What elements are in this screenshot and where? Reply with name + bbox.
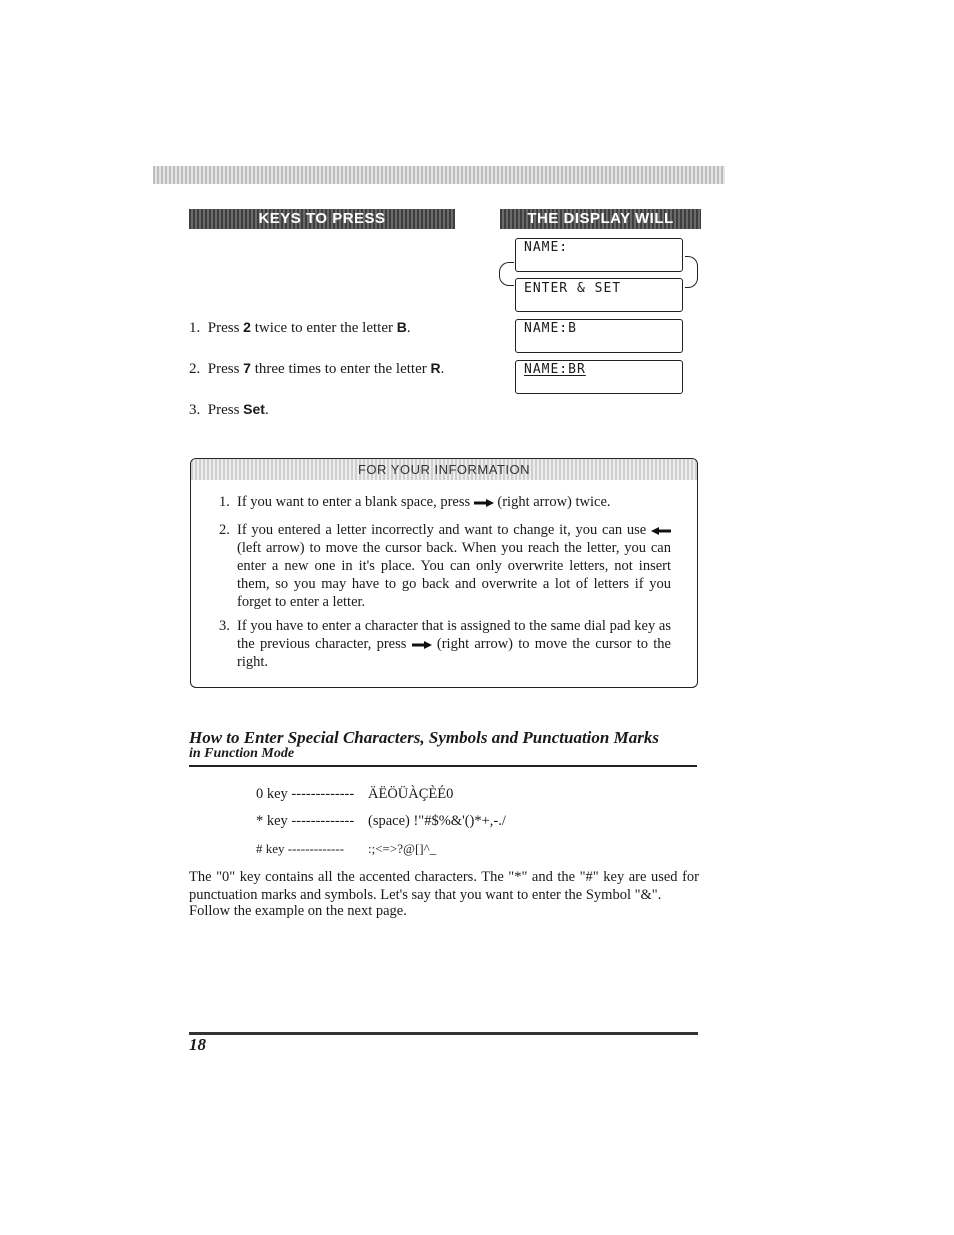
fyi-text: If you want to enter a blank space, press — [237, 494, 474, 510]
fyi-text: If you entered a letter incorrectly and want to change it, you can use — [237, 522, 651, 538]
fyi-item-2 — [219, 521, 671, 611]
step-number: 3. — [189, 402, 201, 418]
step-1 — [189, 318, 411, 337]
lcd-screen-enter-set: ENTER & SET — [515, 278, 683, 312]
page-number: 18 — [189, 1035, 206, 1054]
cycle-arrow-left — [499, 262, 514, 286]
key-label: Set — [243, 401, 265, 417]
step-text: Press — [207, 320, 244, 336]
key-name: * key ------------- — [256, 813, 355, 829]
fyi-text: (right arrow) to move the cursor to the right. — [237, 636, 671, 670]
key-chars: (space) !"#$%&'()*+,-./ — [368, 813, 506, 829]
fyi-item-number: 2. — [219, 522, 230, 538]
letter-label: B — [396, 319, 407, 335]
fyi-item-3 — [219, 617, 671, 671]
follow-example-text: Follow the example on the next page. — [189, 903, 407, 919]
fyi-item-number: 3. — [219, 618, 230, 634]
step-text: . — [440, 361, 445, 377]
key-chars: :;<=>?@[]^_ — [368, 841, 437, 856]
lcd-screen-name: NAME: — [515, 238, 683, 272]
keys-to-press-header: KEYS TO PRESS — [189, 209, 455, 229]
fyi-item-number: 1. — [219, 494, 230, 510]
key-label: 2 — [243, 319, 251, 335]
top-decorative-band — [153, 166, 725, 184]
fyi-title: FOR YOUR INFORMATION — [357, 462, 531, 477]
key-name: # key ------------- — [256, 841, 345, 856]
step-text: . — [264, 402, 269, 418]
key-label: 7 — [243, 360, 251, 376]
step-text: Press — [207, 361, 244, 377]
section-rule — [189, 765, 697, 767]
fyi-text: If you have to enter a character that is assigned to the same dial pad key as the previous character, press — [237, 618, 671, 652]
right-arrow-icon — [412, 641, 432, 649]
step-number: 1. — [189, 320, 201, 336]
section-title: How to Enter Special Characters, Symbols and Punctuation Marks — [189, 728, 659, 747]
display-will-show-header: THE DISPLAY WILL — [500, 209, 701, 229]
step-text: Press — [207, 402, 244, 418]
step-number: 2. — [189, 361, 201, 377]
left-arrow-icon — [651, 527, 671, 535]
step-text: twice to enter the letter — [250, 320, 397, 336]
letter-label: R — [430, 360, 441, 376]
fyi-text: (left arrow) to move the cursor back. When you reach the letter, you can enter a new one in it's place. You can only overwrite letters, not insert them, so you may have to go back and overwrite a lot of letters if you forget to enter a letter. — [237, 540, 671, 610]
section-subtitle: in Function Mode — [189, 746, 295, 761]
lcd-text: NAME:BR — [524, 362, 586, 377]
cycle-arrow-right — [685, 256, 698, 288]
fyi-item-1 — [219, 493, 671, 511]
key-chars: ÄËÖÜÀÇÈÉ0 — [368, 786, 454, 802]
explanation-paragraph: The "0" key contains all the accented characters. The "*" and the "#" key are used for punctuation marks and symbols. Let's say that you want to enter the Symbol "&". — [189, 869, 699, 903]
step-text: . — [406, 320, 411, 336]
lcd-screen-name-br — [515, 360, 683, 394]
footer-rule — [189, 1032, 698, 1035]
fyi-text: (right arrow) twice. — [493, 494, 611, 510]
step-2 — [189, 359, 444, 378]
step-text: three times to enter the letter — [250, 361, 431, 377]
right-arrow-icon — [474, 499, 494, 507]
key-name: 0 key ------------- — [256, 786, 355, 802]
lcd-screen-name-b: NAME:B — [515, 319, 683, 353]
step-3 — [189, 400, 269, 419]
